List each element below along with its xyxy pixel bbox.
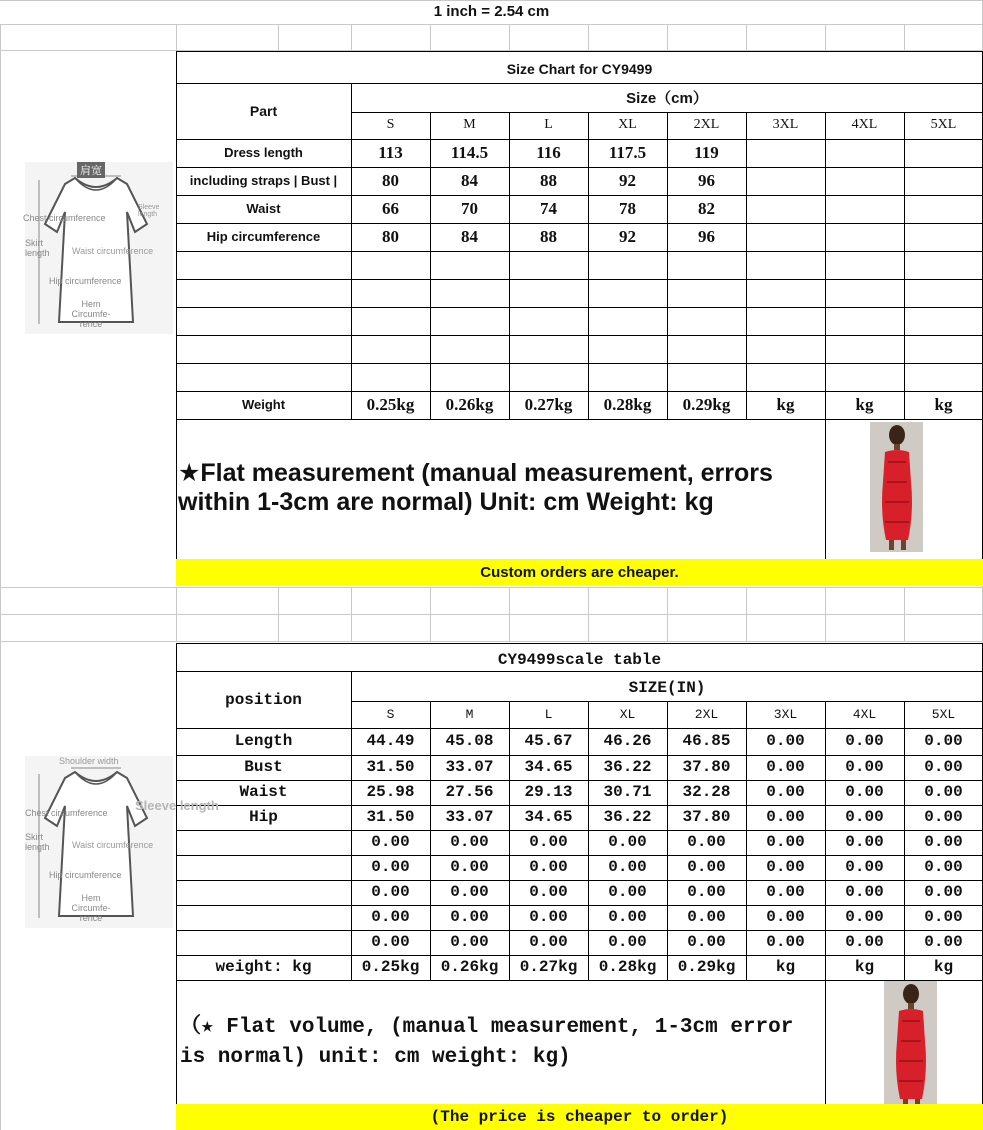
grid-line bbox=[176, 587, 177, 641]
table-cell bbox=[825, 139, 904, 167]
table-cell: 84 bbox=[461, 171, 478, 191]
table-cell: 0.00 bbox=[371, 933, 410, 952]
row-label bbox=[176, 905, 351, 930]
table-cell bbox=[667, 307, 746, 335]
size-label: M bbox=[463, 117, 476, 133]
row-label bbox=[176, 335, 351, 363]
weight-cell: kg bbox=[934, 395, 953, 415]
cm-footer-banner: Custom orders are cheaper. bbox=[176, 559, 983, 586]
table-cell: 0.00 bbox=[924, 908, 963, 927]
table-cell: 45.08 bbox=[445, 732, 494, 751]
diagram-top-hip-label: Hip circumference bbox=[49, 276, 122, 286]
weight-cell: 0.26kg bbox=[440, 958, 499, 977]
table-cell: 45.67 bbox=[524, 732, 573, 751]
measurement-diagram-bottom bbox=[25, 756, 219, 928]
table-cell: 0.00 bbox=[450, 883, 489, 902]
grid-line bbox=[0, 24, 983, 25]
weight-label: Weight bbox=[241, 397, 286, 413]
table-cell: 0.00 bbox=[371, 908, 410, 927]
dress-model-icon bbox=[870, 422, 923, 552]
row-label: Bust bbox=[244, 758, 283, 777]
table-cell: 0.00 bbox=[766, 808, 805, 827]
table-cell bbox=[509, 335, 588, 363]
cm-note: ★Flat measurement (manual measurement, errors within 1-3cm are normal) Unit: cm Weight: kg bbox=[178, 459, 773, 516]
grid-line bbox=[509, 587, 510, 641]
dress-photo-bottom bbox=[884, 981, 937, 1111]
row-label bbox=[176, 830, 351, 855]
table-cell bbox=[825, 307, 904, 335]
table-cell bbox=[904, 335, 983, 363]
weight-cell: kg bbox=[776, 395, 795, 415]
grid-line bbox=[588, 587, 589, 641]
table-cell: 44.49 bbox=[366, 732, 415, 751]
weight-cell: 0.28kg bbox=[603, 395, 652, 415]
table-cell bbox=[825, 251, 904, 279]
table-cell: 0.00 bbox=[450, 933, 489, 952]
table-cell: 0.00 bbox=[371, 858, 410, 877]
table-cell: 114.5 bbox=[450, 143, 489, 163]
table-rule bbox=[176, 51, 983, 52]
table-cell bbox=[430, 335, 509, 363]
row-label: Length bbox=[234, 732, 293, 751]
table-cell: 0.00 bbox=[687, 933, 726, 952]
row-label bbox=[176, 251, 351, 279]
table-cell: 32.28 bbox=[682, 783, 731, 802]
row-label: Waist bbox=[239, 783, 288, 802]
grid-line bbox=[430, 24, 431, 50]
table-cell: 0.00 bbox=[845, 833, 884, 852]
size-label: 3XL bbox=[772, 117, 799, 133]
table-cell: 0.00 bbox=[608, 858, 647, 877]
table-cell: 0.00 bbox=[529, 833, 568, 852]
table-cell: 0.00 bbox=[924, 783, 963, 802]
table-cell: 113 bbox=[378, 143, 403, 163]
table-cell: 0.00 bbox=[924, 883, 963, 902]
table-cell: 0.00 bbox=[766, 833, 805, 852]
cm-size-header: Size（cm） bbox=[626, 90, 708, 108]
table-cell bbox=[588, 335, 667, 363]
table-cell: 30.71 bbox=[603, 783, 652, 802]
table-cell: 0.00 bbox=[766, 783, 805, 802]
table-cell bbox=[588, 279, 667, 307]
table-cell: 96 bbox=[698, 227, 715, 247]
table-cell bbox=[588, 363, 667, 391]
table-cell: 116 bbox=[536, 143, 561, 163]
table-cell: 46.85 bbox=[682, 732, 731, 751]
table-cell bbox=[904, 223, 983, 251]
size-label: 3XL bbox=[773, 706, 798, 722]
grid-line bbox=[667, 24, 668, 50]
table-cell: 0.00 bbox=[450, 908, 489, 927]
grid-line bbox=[825, 587, 826, 641]
size-label: S bbox=[386, 117, 395, 133]
table-cell bbox=[904, 167, 983, 195]
table-cell: 0.00 bbox=[608, 908, 647, 927]
table-cell: 0.00 bbox=[845, 783, 884, 802]
weight-cell: 0.29kg bbox=[677, 958, 736, 977]
table-cell: 34.65 bbox=[524, 808, 573, 827]
table-cell: 0.00 bbox=[450, 833, 489, 852]
table-cell bbox=[351, 279, 430, 307]
table-cell bbox=[588, 251, 667, 279]
in-size-header: SIZE(IN) bbox=[628, 678, 706, 697]
table-cell: 0.00 bbox=[845, 758, 884, 777]
weight-cell: 0.28kg bbox=[598, 958, 657, 977]
row-label: including straps | Bust | bbox=[189, 173, 338, 189]
table-cell bbox=[430, 279, 509, 307]
table-cell bbox=[430, 363, 509, 391]
row-label bbox=[176, 855, 351, 880]
table-cell: 84 bbox=[461, 227, 478, 247]
size-label: XL bbox=[618, 117, 637, 133]
weight-cell: 0.25kg bbox=[366, 395, 415, 415]
row-label: Dress length bbox=[224, 145, 303, 161]
table-cell: 117.5 bbox=[608, 143, 647, 163]
row-label bbox=[176, 880, 351, 905]
table-cell: 0.00 bbox=[529, 858, 568, 877]
diagram-top-skirt-label: Skirt length bbox=[25, 238, 50, 258]
grid-line bbox=[746, 24, 747, 50]
table-cell: 0.00 bbox=[845, 908, 884, 927]
table-cell: 0.00 bbox=[450, 858, 489, 877]
table-cell bbox=[825, 363, 904, 391]
dress-model-icon bbox=[884, 981, 937, 1111]
table-cell: 0.00 bbox=[529, 908, 568, 927]
table-cell bbox=[904, 195, 983, 223]
grid-line bbox=[0, 614, 983, 615]
table-cell bbox=[825, 167, 904, 195]
measurement-diagram-top bbox=[25, 162, 173, 334]
dress-photo-top bbox=[870, 422, 923, 552]
table-cell bbox=[746, 223, 825, 251]
grid-line bbox=[430, 587, 431, 641]
table-cell: 0.00 bbox=[924, 758, 963, 777]
diagram-bottom-shoulder-label: Shoulder width bbox=[59, 756, 119, 766]
table-cell: 0.00 bbox=[845, 933, 884, 952]
table-cell: 92 bbox=[619, 171, 636, 191]
table-cell bbox=[746, 195, 825, 223]
table-cell bbox=[667, 363, 746, 391]
table-cell bbox=[667, 251, 746, 279]
in-note: （★ Flat volume, (manual measurement, 1-3cm error is normal) unit: cm weight: kg) bbox=[180, 1015, 794, 1069]
row-label bbox=[176, 363, 351, 391]
weight-cell: kg bbox=[854, 958, 875, 977]
table-cell: 0.00 bbox=[845, 732, 884, 751]
size-label: M bbox=[465, 706, 474, 722]
table-cell: 36.22 bbox=[603, 808, 652, 827]
table-cell bbox=[430, 307, 509, 335]
row-label bbox=[176, 279, 351, 307]
weight-cell: 0.27kg bbox=[519, 958, 578, 977]
table-cell: 33.07 bbox=[445, 808, 494, 827]
diagram-bottom-skirt-label: Skirt length bbox=[25, 832, 50, 852]
table-cell: 0.00 bbox=[845, 808, 884, 827]
table-cell bbox=[509, 251, 588, 279]
table-cell: 37.80 bbox=[682, 808, 731, 827]
table-cell bbox=[351, 335, 430, 363]
table-cell: 31.50 bbox=[366, 808, 415, 827]
size-label: 2XL bbox=[694, 706, 719, 722]
weight-label: weight: kg bbox=[215, 958, 312, 977]
table-cell: 0.00 bbox=[845, 883, 884, 902]
table-cell bbox=[509, 279, 588, 307]
diagram-top-sleeve-label: Sleeve length bbox=[138, 204, 160, 218]
diagram-top-shoulder-label: 肩宽 bbox=[77, 162, 105, 178]
table-cell: 74 bbox=[540, 199, 557, 219]
table-cell: 0.00 bbox=[687, 883, 726, 902]
table-cell: 0.00 bbox=[924, 732, 963, 751]
size-label: S bbox=[386, 706, 395, 722]
size-label: XL bbox=[619, 706, 636, 722]
table-cell: 0.00 bbox=[766, 758, 805, 777]
table-cell bbox=[746, 363, 825, 391]
table-rule bbox=[825, 419, 826, 559]
table-cell: 80 bbox=[382, 227, 399, 247]
table-cell: 88 bbox=[540, 171, 557, 191]
weight-cell: 0.29kg bbox=[682, 395, 731, 415]
table-cell: 70 bbox=[461, 199, 478, 219]
grid-line bbox=[0, 587, 983, 588]
row-label: Waist bbox=[246, 201, 281, 217]
table-cell bbox=[825, 335, 904, 363]
diagram-bottom-chest-label: Chest circumference bbox=[25, 808, 108, 818]
table-cell: 88 bbox=[540, 227, 557, 247]
row-label: Hip circumference bbox=[206, 229, 321, 245]
table-cell: 0.00 bbox=[687, 833, 726, 852]
table-cell bbox=[825, 195, 904, 223]
row-label bbox=[176, 307, 351, 335]
table-cell bbox=[746, 251, 825, 279]
weight-cell: 0.25kg bbox=[361, 958, 420, 977]
table-cell: 37.80 bbox=[682, 758, 731, 777]
table-cell bbox=[825, 223, 904, 251]
table-cell: 34.65 bbox=[524, 758, 573, 777]
grid-line bbox=[351, 24, 352, 50]
table-cell bbox=[667, 279, 746, 307]
table-cell: 0.00 bbox=[924, 933, 963, 952]
table-cell: 27.56 bbox=[445, 783, 494, 802]
table-cell: 36.22 bbox=[603, 758, 652, 777]
diagram-top-waist-label: Waist circumference bbox=[72, 246, 154, 256]
table-cell: 66 bbox=[382, 199, 399, 219]
diagram-bottom-hem-label: Hem Circumfe- rence bbox=[71, 893, 111, 923]
weight-cell: kg bbox=[775, 958, 796, 977]
table-cell: 25.98 bbox=[366, 783, 415, 802]
table-cell: 0.00 bbox=[766, 883, 805, 902]
table-cell bbox=[904, 139, 983, 167]
table-cell: 0.00 bbox=[766, 858, 805, 877]
table-cell: 0.00 bbox=[687, 908, 726, 927]
table-cell bbox=[746, 307, 825, 335]
table-cell: 0.00 bbox=[766, 732, 805, 751]
table-cell: 33.07 bbox=[445, 758, 494, 777]
size-label: 4XL bbox=[851, 117, 878, 133]
table-cell bbox=[904, 279, 983, 307]
table-rule bbox=[825, 980, 826, 1104]
table-cell bbox=[746, 167, 825, 195]
diagram-bottom-sleeve-label: Sleeve length bbox=[135, 798, 219, 813]
table-cell bbox=[351, 363, 430, 391]
table-cell bbox=[825, 279, 904, 307]
table-cell: 29.13 bbox=[524, 783, 573, 802]
table-cell bbox=[904, 307, 983, 335]
weight-cell: kg bbox=[855, 395, 874, 415]
table-cell: 0.00 bbox=[608, 883, 647, 902]
size-label: 5XL bbox=[931, 706, 956, 722]
cm-part-header: Part bbox=[249, 102, 278, 119]
table-rule bbox=[176, 980, 983, 981]
table-cell: 0.00 bbox=[924, 858, 963, 877]
table-cell bbox=[509, 307, 588, 335]
diagram-top-chest-label: Chest circumference bbox=[23, 213, 106, 223]
table-cell bbox=[904, 363, 983, 391]
grid-line bbox=[351, 587, 352, 641]
table-cell: 80 bbox=[382, 171, 399, 191]
size-label: 4XL bbox=[852, 706, 877, 722]
table-cell: 0.00 bbox=[924, 808, 963, 827]
size-label: L bbox=[544, 117, 553, 133]
weight-cell: 0.27kg bbox=[524, 395, 573, 415]
grid-line bbox=[904, 24, 905, 50]
table-cell bbox=[746, 279, 825, 307]
cm-table-title: Size Chart for CY9499 bbox=[506, 60, 653, 77]
table-cell: 0.00 bbox=[608, 933, 647, 952]
grid-line bbox=[588, 24, 589, 50]
table-cell: 0.00 bbox=[608, 833, 647, 852]
table-cell: 0.00 bbox=[371, 883, 410, 902]
table-cell: 0.00 bbox=[529, 933, 568, 952]
grid-line bbox=[0, 24, 1, 50]
in-table-title: CY9499scale table bbox=[497, 650, 662, 669]
weight-cell: kg bbox=[933, 958, 954, 977]
grid-line bbox=[0, 641, 983, 642]
weight-cell: 0.26kg bbox=[445, 395, 494, 415]
table-cell: 78 bbox=[619, 199, 636, 219]
table-cell bbox=[746, 139, 825, 167]
table-cell: 0.00 bbox=[687, 858, 726, 877]
grid-line bbox=[746, 587, 747, 641]
table-cell: 0.00 bbox=[529, 883, 568, 902]
diagram-bottom-waist-label: Waist circumference bbox=[72, 840, 154, 850]
table-cell bbox=[746, 335, 825, 363]
table-cell: 82 bbox=[698, 199, 715, 219]
table-cell: 0.00 bbox=[924, 833, 963, 852]
in-part-header: position bbox=[225, 690, 302, 709]
table-cell: 119 bbox=[694, 143, 719, 163]
table-cell: 96 bbox=[698, 171, 715, 191]
table-cell: 0.00 bbox=[371, 833, 410, 852]
size-label: 2XL bbox=[693, 117, 720, 133]
in-footer-banner: (The price is cheaper to order) bbox=[176, 1104, 983, 1130]
table-cell: 0.00 bbox=[845, 858, 884, 877]
size-label: 5XL bbox=[930, 117, 957, 133]
size-label: L bbox=[544, 706, 553, 722]
grid-line bbox=[0, 50, 1, 1130]
table-cell bbox=[351, 251, 430, 279]
grid-line bbox=[278, 24, 279, 50]
row-label: Hip bbox=[249, 808, 278, 827]
table-cell bbox=[430, 251, 509, 279]
table-cell: 92 bbox=[619, 227, 636, 247]
diagram-bottom-hip-label: Hip circumference bbox=[49, 870, 122, 880]
table-cell: 31.50 bbox=[366, 758, 415, 777]
grid-line bbox=[904, 587, 905, 641]
table-cell bbox=[904, 251, 983, 279]
grid-line bbox=[176, 24, 177, 50]
conversion-label: 1 inch = 2.54 cm bbox=[433, 3, 550, 21]
table-cell bbox=[667, 335, 746, 363]
table-rule bbox=[176, 643, 983, 644]
table-cell bbox=[509, 363, 588, 391]
table-cell: 46.26 bbox=[603, 732, 652, 751]
grid-line bbox=[667, 587, 668, 641]
table-cell bbox=[588, 307, 667, 335]
table-cell bbox=[351, 307, 430, 335]
table-cell: 0.00 bbox=[766, 908, 805, 927]
grid-line bbox=[825, 24, 826, 50]
grid-line bbox=[278, 587, 279, 641]
row-label bbox=[176, 930, 351, 955]
table-cell: 0.00 bbox=[766, 933, 805, 952]
grid-line bbox=[509, 24, 510, 50]
diagram-top-hem-label: Hem Circumfe- rence bbox=[71, 299, 111, 329]
